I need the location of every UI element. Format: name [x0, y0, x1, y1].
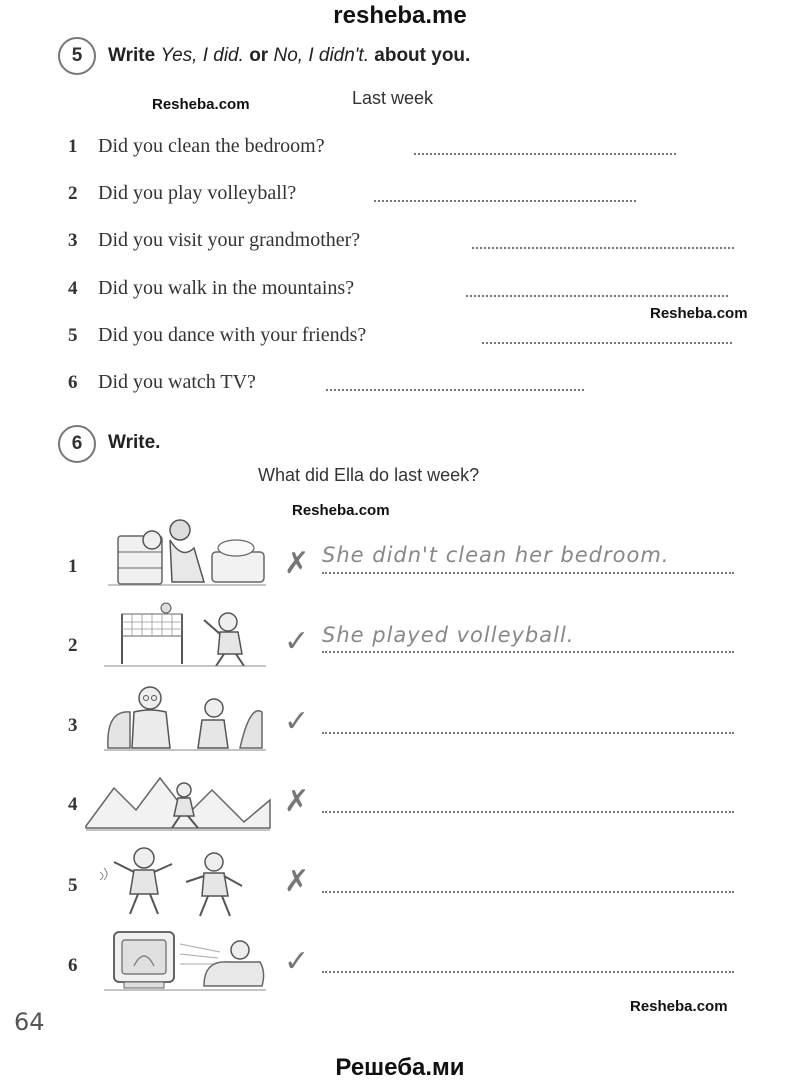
answer-line[interactable]	[322, 971, 734, 973]
check-icon: ✓	[284, 705, 310, 738]
picture-girl-watching-tv	[100, 922, 270, 994]
answer-line[interactable]	[322, 811, 734, 813]
watermark: Resheba.com	[152, 96, 250, 113]
question-text: Did you dance with your friends?	[98, 324, 367, 346]
instruction-yes: Yes, I did.	[160, 45, 244, 66]
picture-girl-visiting-grandmother	[100, 678, 270, 758]
item-number: 1	[68, 556, 78, 577]
page-number: 64	[14, 1008, 45, 1036]
cross-icon: ✗	[284, 547, 310, 580]
answer-line[interactable]	[322, 891, 734, 893]
exercise-instruction	[108, 45, 470, 67]
question-text: Did you walk in the mountains?	[98, 277, 355, 299]
instruction-write: Write.	[108, 432, 161, 453]
item-number: 4	[68, 794, 78, 815]
watermark: Resheba.com	[650, 305, 748, 322]
instruction-no: No, I didn't.	[273, 45, 369, 66]
exercise-number-badge: 6	[58, 425, 96, 463]
instruction-write: Write	[108, 45, 156, 66]
exercise-subheading: What did Ella do last week?	[258, 465, 480, 485]
watermark: Resheba.com	[630, 998, 728, 1015]
question-number: 1	[68, 136, 78, 157]
answer-line[interactable]	[322, 651, 734, 653]
question-text: Did you visit your grandmother?	[98, 229, 361, 251]
question-number: 5	[68, 325, 78, 346]
answer-line[interactable]	[414, 153, 676, 155]
cross-icon: ✗	[284, 865, 310, 898]
exercise-subheading: Last week	[352, 88, 434, 108]
item-number: 3	[68, 715, 78, 736]
answer-text: She played volleyball.	[322, 623, 575, 647]
instruction-about: about you.	[374, 45, 471, 66]
site-header-title: resheba.me	[333, 2, 467, 29]
question-number: 3	[68, 230, 78, 251]
answer-line[interactable]	[374, 200, 636, 202]
watermark: Resheba.com	[292, 502, 390, 519]
check-icon: ✓	[284, 625, 310, 658]
site-footer-title: Решеба.ми	[335, 1054, 465, 1081]
item-number: 5	[68, 875, 78, 896]
question-number: 6	[68, 372, 78, 393]
answer-line[interactable]	[322, 732, 734, 734]
exercise-number-badge: 5	[58, 37, 96, 75]
answer-line[interactable]	[326, 389, 584, 391]
picture-girl-cleaning-bedroom	[100, 508, 270, 588]
answer-line[interactable]	[466, 295, 728, 297]
answer-line[interactable]	[472, 247, 734, 249]
picture-girl-walking-in-mountains	[84, 770, 274, 836]
question-text: Did you watch TV?	[98, 371, 256, 393]
cross-icon: ✗	[284, 785, 310, 818]
picture-girl-playing-volleyball	[100, 598, 270, 670]
question-number: 4	[68, 278, 78, 299]
answer-text: She didn't clean her bedroom.	[322, 543, 670, 567]
exercise-instruction	[108, 432, 160, 454]
question-text: Did you clean the bedroom?	[98, 135, 325, 157]
question-text: Did you play volleyball?	[98, 182, 297, 204]
instruction-or: or	[249, 45, 269, 66]
answer-line[interactable]	[322, 572, 734, 574]
check-icon: ✓	[284, 945, 310, 978]
item-number: 2	[68, 635, 78, 656]
question-number: 2	[68, 183, 78, 204]
item-number: 6	[68, 955, 78, 976]
answer-line[interactable]	[482, 342, 732, 344]
picture-children-dancing	[96, 842, 256, 922]
